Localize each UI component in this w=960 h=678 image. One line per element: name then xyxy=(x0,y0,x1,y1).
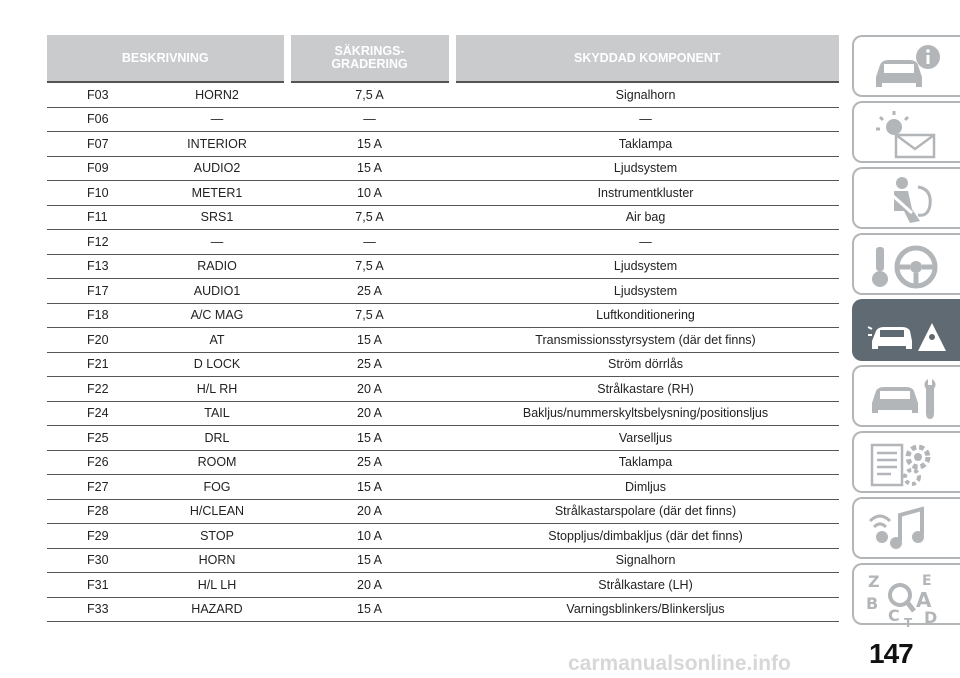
table-row xyxy=(47,230,839,255)
index-letter: E xyxy=(922,573,932,589)
fuse-description-cell: RADIO xyxy=(147,254,287,279)
fuse-description-cell: H/L RH xyxy=(147,377,287,402)
fuse-id-cell: F12 xyxy=(47,230,147,255)
tab-starting-driving[interactable] xyxy=(852,233,960,295)
tab-warning-lights[interactable] xyxy=(852,101,960,163)
table-row xyxy=(47,132,839,157)
fuse-id-cell: F31 xyxy=(47,573,147,598)
fuse-rating-cell: 7,5 A xyxy=(287,82,452,107)
protected-component-cell: Air bag xyxy=(452,205,839,230)
fuse-rating-cell: 7,5 A xyxy=(287,205,452,230)
table-row xyxy=(47,279,839,304)
protected-component-cell: Ljudsystem xyxy=(452,254,839,279)
table-row xyxy=(47,475,839,500)
protected-component-cell: Ström dörrlås xyxy=(452,352,839,377)
table-row xyxy=(47,499,839,524)
tab-technical-data[interactable] xyxy=(852,431,960,493)
fuse-rating-cell: 15 A xyxy=(287,548,452,573)
protected-component-cell: — xyxy=(452,107,839,132)
table-row xyxy=(47,352,839,377)
fuse-id-cell: F11 xyxy=(47,205,147,230)
protected-component-cell: Ljudsystem xyxy=(452,156,839,181)
fuse-rating-cell: 15 A xyxy=(287,328,452,353)
protected-component-cell: Varselljus xyxy=(452,426,839,451)
table-row xyxy=(47,377,839,402)
table-header-row xyxy=(47,35,839,82)
table-row xyxy=(47,573,839,598)
protected-component-cell: Transmissionsstyrsystem (där det finns) xyxy=(452,328,839,353)
fuse-rating-cell: 20 A xyxy=(287,499,452,524)
page-number: 147 xyxy=(869,638,913,669)
multimedia-music-icon xyxy=(866,505,950,555)
fuse-rating-cell: 15 A xyxy=(287,426,452,451)
protected-component-cell: Instrumentkluster xyxy=(452,181,839,206)
protected-component-cell: Luftkonditionering xyxy=(452,303,839,328)
index-letter: A xyxy=(916,588,932,612)
table-row xyxy=(47,548,839,573)
fuse-rating-cell: 20 A xyxy=(287,401,452,426)
fuse-description-cell: TAIL xyxy=(147,401,287,426)
table-row xyxy=(47,450,839,475)
fuse-id-cell: F03 xyxy=(47,82,147,107)
fuse-id-cell: F24 xyxy=(47,401,147,426)
fuse-table xyxy=(47,35,839,622)
fuse-description-cell: A/C MAG xyxy=(147,303,287,328)
fuse-id-cell: F10 xyxy=(47,181,147,206)
fuse-rating-cell: — xyxy=(287,230,452,255)
fuse-rating-cell: 15 A xyxy=(287,156,452,181)
fuse-id-cell: F20 xyxy=(47,328,147,353)
protected-component-cell: Bakljus/nummerskyltsbelysning/positionsljus xyxy=(452,401,839,426)
fuse-id-cell: F26 xyxy=(47,450,147,475)
table-row xyxy=(47,107,839,132)
alphabetical-index-icon xyxy=(866,571,950,627)
protected-component-cell: — xyxy=(452,230,839,255)
fuse-rating-cell: — xyxy=(287,107,452,132)
fuse-description-cell: D LOCK xyxy=(147,352,287,377)
protected-component-cell: Taklampa xyxy=(452,450,839,475)
fuse-id-cell: F18 xyxy=(47,303,147,328)
fuse-rating-cell: 25 A xyxy=(287,352,452,377)
protected-component-cell: Strålkastarspolare (där det finns) xyxy=(452,499,839,524)
table-row xyxy=(47,303,839,328)
table-row xyxy=(47,401,839,426)
car-maintenance-wrench-icon xyxy=(866,373,950,423)
fuse-id-cell: F27 xyxy=(47,475,147,500)
protected-component-cell: Strålkastare (LH) xyxy=(452,573,839,598)
fuse-id-cell: F09 xyxy=(47,156,147,181)
table-row xyxy=(47,181,839,206)
fuse-description-cell: HORN xyxy=(147,548,287,573)
warning-lights-message-icon xyxy=(866,109,950,159)
protected-component-cell: Strålkastare (RH) xyxy=(452,377,839,402)
protected-component-cell: Signalhorn xyxy=(452,82,839,107)
header-gradering: SÄKRINGS- GRADERING xyxy=(287,35,452,82)
protected-component-cell: Signalhorn xyxy=(452,548,839,573)
table-row xyxy=(47,426,839,451)
fuse-id-cell: F29 xyxy=(47,524,147,549)
emergency-breakdown-icon xyxy=(866,307,950,357)
protected-component-cell: Dimljus xyxy=(452,475,839,500)
fuse-rating-cell: 25 A xyxy=(287,279,452,304)
fuse-id-cell: F30 xyxy=(47,548,147,573)
fuse-description-cell: FOG xyxy=(147,475,287,500)
fuse-description-cell: HAZARD xyxy=(147,597,287,622)
car-info-icon xyxy=(866,43,950,93)
fuse-id-cell: F22 xyxy=(47,377,147,402)
table-row xyxy=(47,524,839,549)
table-row xyxy=(47,597,839,622)
tab-multimedia[interactable] xyxy=(852,497,960,559)
fuse-description-cell: H/L LH xyxy=(147,573,287,598)
fuse-description-cell: HORN2 xyxy=(147,82,287,107)
protected-component-cell: Stoppljus/dimbakljus (där det finns) xyxy=(452,524,839,549)
fuse-description-cell: H/CLEAN xyxy=(147,499,287,524)
tab-emergency[interactable] xyxy=(852,299,960,361)
fuse-id-cell: F28 xyxy=(47,499,147,524)
fuse-description-cell: INTERIOR xyxy=(147,132,287,157)
index-letter: T xyxy=(904,616,913,627)
fuse-id-cell: F07 xyxy=(47,132,147,157)
table-row xyxy=(47,156,839,181)
fuse-rating-cell: 7,5 A xyxy=(287,254,452,279)
fuse-rating-cell: 7,5 A xyxy=(287,303,452,328)
fuse-description-cell: SRS1 xyxy=(147,205,287,230)
fuse-description-cell: AUDIO2 xyxy=(147,156,287,181)
fuse-rating-cell: 20 A xyxy=(287,377,452,402)
fuse-description-cell: AUDIO1 xyxy=(147,279,287,304)
fuse-rating-cell: 15 A xyxy=(287,597,452,622)
fuse-description-cell: — xyxy=(147,107,287,132)
table-row xyxy=(47,82,839,107)
fuse-description-cell: DRL xyxy=(147,426,287,451)
fuse-rating-cell: 10 A xyxy=(287,181,452,206)
table-row xyxy=(47,254,839,279)
watermark: carmanualsonline.info xyxy=(568,652,791,675)
fuse-table-container xyxy=(47,35,839,622)
index-letter: C xyxy=(888,606,900,625)
fuse-rating-cell: 15 A xyxy=(287,132,452,157)
fuse-id-cell: F17 xyxy=(47,279,147,304)
fuse-id-cell: F06 xyxy=(47,107,147,132)
tab-car-info[interactable] xyxy=(852,35,960,97)
fuse-rating-cell: 25 A xyxy=(287,450,452,475)
seatbelt-airbag-icon xyxy=(866,175,950,225)
fuse-rating-cell: 10 A xyxy=(287,524,452,549)
fuse-description-cell: METER1 xyxy=(147,181,287,206)
tab-index[interactable] xyxy=(852,563,960,625)
index-letter: D xyxy=(924,608,938,627)
fuse-id-cell: F33 xyxy=(47,597,147,622)
header-komponent: SKYDDAD KOMPONENT xyxy=(452,35,839,82)
table-row xyxy=(47,328,839,353)
fuse-description-cell: AT xyxy=(147,328,287,353)
key-steering-wheel-icon xyxy=(866,241,950,291)
protected-component-cell: Varningsblinkers/Blinkersljus xyxy=(452,597,839,622)
protected-component-cell: Ljudsystem xyxy=(452,279,839,304)
fuse-rating-cell: 15 A xyxy=(287,475,452,500)
fuse-id-cell: F21 xyxy=(47,352,147,377)
tab-safety[interactable] xyxy=(852,167,960,229)
fuse-rating-cell: 20 A xyxy=(287,573,452,598)
fuse-description-cell: ROOM xyxy=(147,450,287,475)
table-row xyxy=(47,205,839,230)
index-letter: Z xyxy=(868,572,880,591)
fuse-id-cell: F25 xyxy=(47,426,147,451)
fuse-id-cell: F13 xyxy=(47,254,147,279)
header-beskrivning: BESKRIVNING xyxy=(47,35,287,82)
protected-component-cell: Taklampa xyxy=(452,132,839,157)
technical-data-gear-icon xyxy=(866,439,950,489)
fuse-description-cell: — xyxy=(147,230,287,255)
tab-maintenance[interactable] xyxy=(852,365,960,427)
index-letter: B xyxy=(866,594,879,613)
fuse-description-cell: STOP xyxy=(147,524,287,549)
